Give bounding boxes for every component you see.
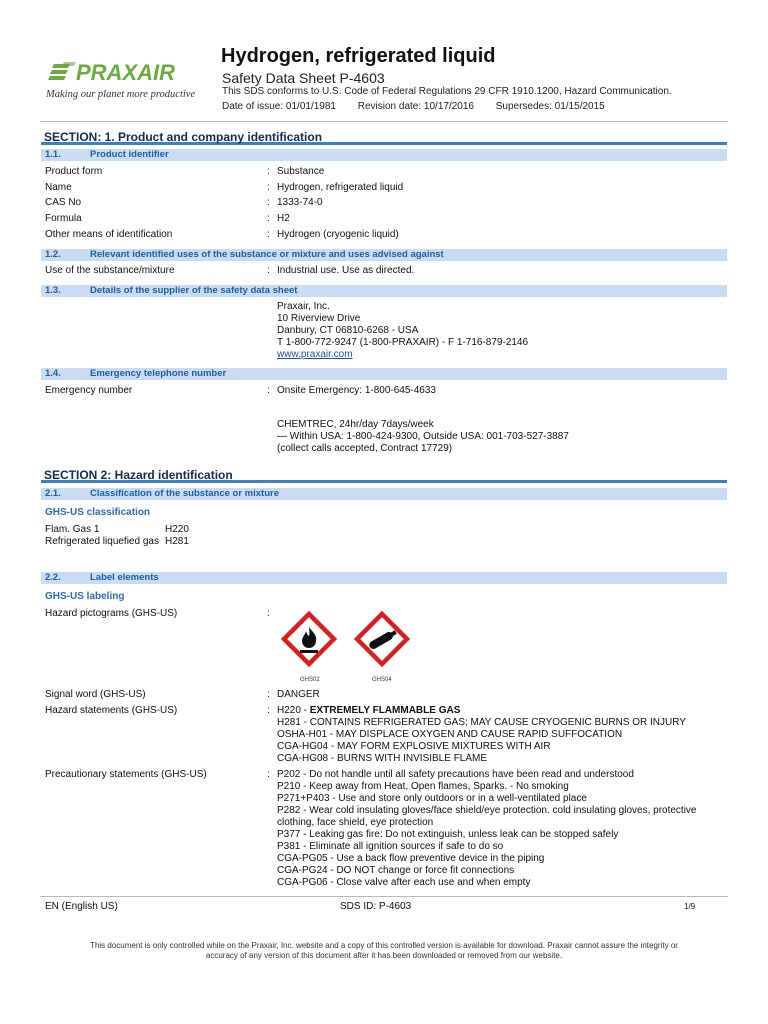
row-value: 1333-74-0: [277, 197, 323, 208]
use-value: Industrial use. Use as directed.: [277, 265, 415, 276]
subsection-2-2-header: [41, 572, 727, 584]
hazard-statements: [277, 705, 686, 765]
conformance-statement: This SDS conforms to U.S. Code of Federal Regulations 29 CFR 1910.1200, Hazard Communication.: [222, 86, 672, 97]
hazard-line: H281 - CONTAINS REFRIGERATED GAS; MAY CAUSE CRYOGENIC BURNS OR INJURY: [277, 717, 686, 728]
use-label: Use of the substance/mixture: [45, 265, 175, 276]
dates-line: [222, 101, 624, 113]
hazard-line: CGA-HG08 - BURNS WITH INVISIBLE FLAME: [277, 753, 488, 764]
section-2-header: SECTION 2: Hazard identification: [41, 469, 727, 483]
precaution-line: P210 - Keep away from Heat, Open flames, Sparks. - No smoking: [277, 781, 569, 792]
supplier-line: 10 Riverview Drive: [277, 313, 361, 324]
hazard-code: H220 -: [277, 705, 310, 716]
hazard-line: OSHA-H01 - MAY DISPLACE OXYGEN AND CAUSE RAPID SUFFOCATION: [277, 729, 623, 740]
precaution-line: clothing, face shield, eye protection: [277, 817, 434, 828]
logo-word-text: PRAXAIR: [76, 60, 176, 85]
section-1-header: SECTION: 1. Product and company identification: [41, 131, 727, 145]
logo-tagline: Making our planet more productive: [46, 89, 196, 100]
disclaimer-line: accuracy of any version of this document after it has been downloaded or removed from our website.: [205, 951, 563, 960]
row-label: CAS No: [45, 197, 82, 208]
chemtrec-info: [277, 419, 569, 455]
subsection-1-3-header: [41, 285, 727, 297]
subsection-number: 1.4.: [45, 368, 61, 379]
row-label: Other means of identification: [45, 229, 173, 240]
chemtrec-line: CHEMTREC, 24hr/day 7days/week: [277, 419, 434, 430]
chemtrec-line: (collect calls accepted, Contract 17729): [277, 443, 453, 454]
row-label: Formula: [45, 213, 82, 224]
signal-word-label: Signal word (GHS-US): [45, 689, 146, 700]
subsection-1-4-header: [41, 368, 727, 380]
footer-language: EN (English US): [45, 901, 118, 912]
subsection-title: Emergency telephone number: [90, 368, 227, 379]
ghs-classification-heading: GHS-US classification: [45, 507, 151, 518]
subsection-1-1-header: [41, 149, 727, 161]
footer-sds-id: SDS ID: P-4603: [340, 901, 412, 912]
precautionary-statements-label: Precautionary statements (GHS-US): [45, 769, 207, 780]
precautionary-statements: [277, 769, 697, 889]
subsection-2-1-header: [41, 488, 727, 500]
precaution-line: CGA-PG05 - Use a back flow preventive device in the piping: [277, 853, 545, 864]
row-label: Product form: [45, 166, 103, 177]
supplier-address: [277, 301, 528, 361]
pictograms-label: Hazard pictograms (GHS-US): [45, 608, 178, 619]
row-value: H2: [277, 213, 290, 224]
supplier-website-link[interactable]: www.praxair.com: [277, 349, 353, 360]
hazard-line: CGA-HG04 - MAY FORM EXPLOSIVE MIXTURES WITH AIR: [277, 741, 551, 752]
footer-disclaimer: [40, 941, 728, 961]
class-code: H281: [165, 536, 189, 547]
date-of-issue: Date of issue: 01/01/1981: [222, 101, 336, 112]
hazard-statements-label: Hazard statements (GHS-US): [45, 705, 178, 716]
document-title: Hydrogen, refrigerated liquid: [221, 45, 496, 67]
precaution-line: P377 - Leaking gas fire: Do not extinguish, unless leak can be stopped safely: [277, 829, 619, 840]
supplier-line: T 1-800-772-9247 (1-800-PRAXAIR) - F 1-716-879-2146: [277, 337, 529, 348]
supersedes-date: Supersedes: 01/15/2015: [495, 101, 605, 112]
subsection-number: 2.2.: [45, 572, 61, 583]
row-label: Name: [45, 182, 72, 193]
emergency-value: Onsite Emergency: 1-800-645-4633: [277, 385, 436, 396]
row-value: Hydrogen, refrigerated liquid: [277, 182, 404, 193]
chemtrec-line: — Within USA: 1-800-424-9300, Outside USA: 001-703-527-3887: [277, 431, 569, 442]
revision-date: Revision date: 10/17/2016: [357, 101, 474, 112]
subsection-title: Classification of the substance or mixture: [90, 488, 279, 499]
subsection-title: Details of the supplier of the safety data sheet: [90, 285, 298, 296]
row-value: Hydrogen (cryogenic liquid): [277, 229, 399, 240]
document-subtitle: Safety Data Sheet P-4603: [222, 70, 385, 86]
subsection-1-2-header: [41, 249, 727, 261]
praxair-logo-mark: [46, 58, 216, 86]
class-name: Refrigerated liquefied gas: [45, 536, 159, 547]
pictogram-code: GHS04: [372, 677, 392, 683]
precaution-line: CGA-PG06 - Close valve after each use and when empty: [277, 877, 531, 888]
footer-page-number: 1/9: [684, 902, 696, 911]
ghs-labeling-heading: GHS-US labeling: [45, 591, 125, 602]
flame-icon: [281, 611, 337, 667]
pictogram-code: GHS02: [300, 677, 320, 683]
subsection-number: 1.3.: [45, 285, 61, 296]
footer-divider: [40, 896, 728, 897]
subsection-number: 1.2.: [45, 249, 61, 260]
precaution-line: P271+P403 - Use and store only outdoors or in a well-ventilated place: [277, 793, 587, 804]
precaution-line: CGA-PG24 - DO NOT change or force fit connections: [277, 865, 515, 876]
emergency-label: Emergency number: [45, 385, 133, 396]
row-value: Substance: [277, 166, 325, 177]
subsection-title: Relevant identified uses of the substance or mixture and uses advised against: [90, 249, 444, 260]
supplier-line: Danbury, CT 06810-6268 - USA: [277, 325, 419, 336]
header-divider: [40, 121, 728, 122]
subsection-number: 2.1.: [45, 488, 61, 499]
class-code: H220: [165, 524, 189, 535]
precaution-line: P202 - Do not handle until all safety precautions have been read and understood: [277, 769, 634, 780]
gas-cylinder-icon: [354, 611, 410, 667]
subsection-title: Product identifier: [90, 149, 169, 160]
class-name: Flam. Gas 1: [45, 524, 100, 535]
disclaimer-line: This document is only controlled while on the Praxair, Inc. website and a copy of this controlled version is available for download. Praxair cannot assure the integrity or: [90, 941, 678, 950]
precaution-line: P381 - Eliminate all ignition sources if safe to do so: [277, 841, 504, 852]
precaution-line: P282 - Wear cold insulating gloves/face shield/eye protection. cold insulating gloves, protective: [277, 805, 697, 816]
supplier-line: Praxair, Inc.: [277, 301, 330, 312]
signal-word-value: DANGER: [277, 689, 320, 700]
hazard-text-bold: EXTREMELY FLAMMABLE GAS: [309, 705, 461, 716]
subsection-number: 1.1.: [45, 149, 61, 160]
subsection-title: Label elements: [90, 572, 159, 583]
praxair-logo: [46, 58, 221, 104]
